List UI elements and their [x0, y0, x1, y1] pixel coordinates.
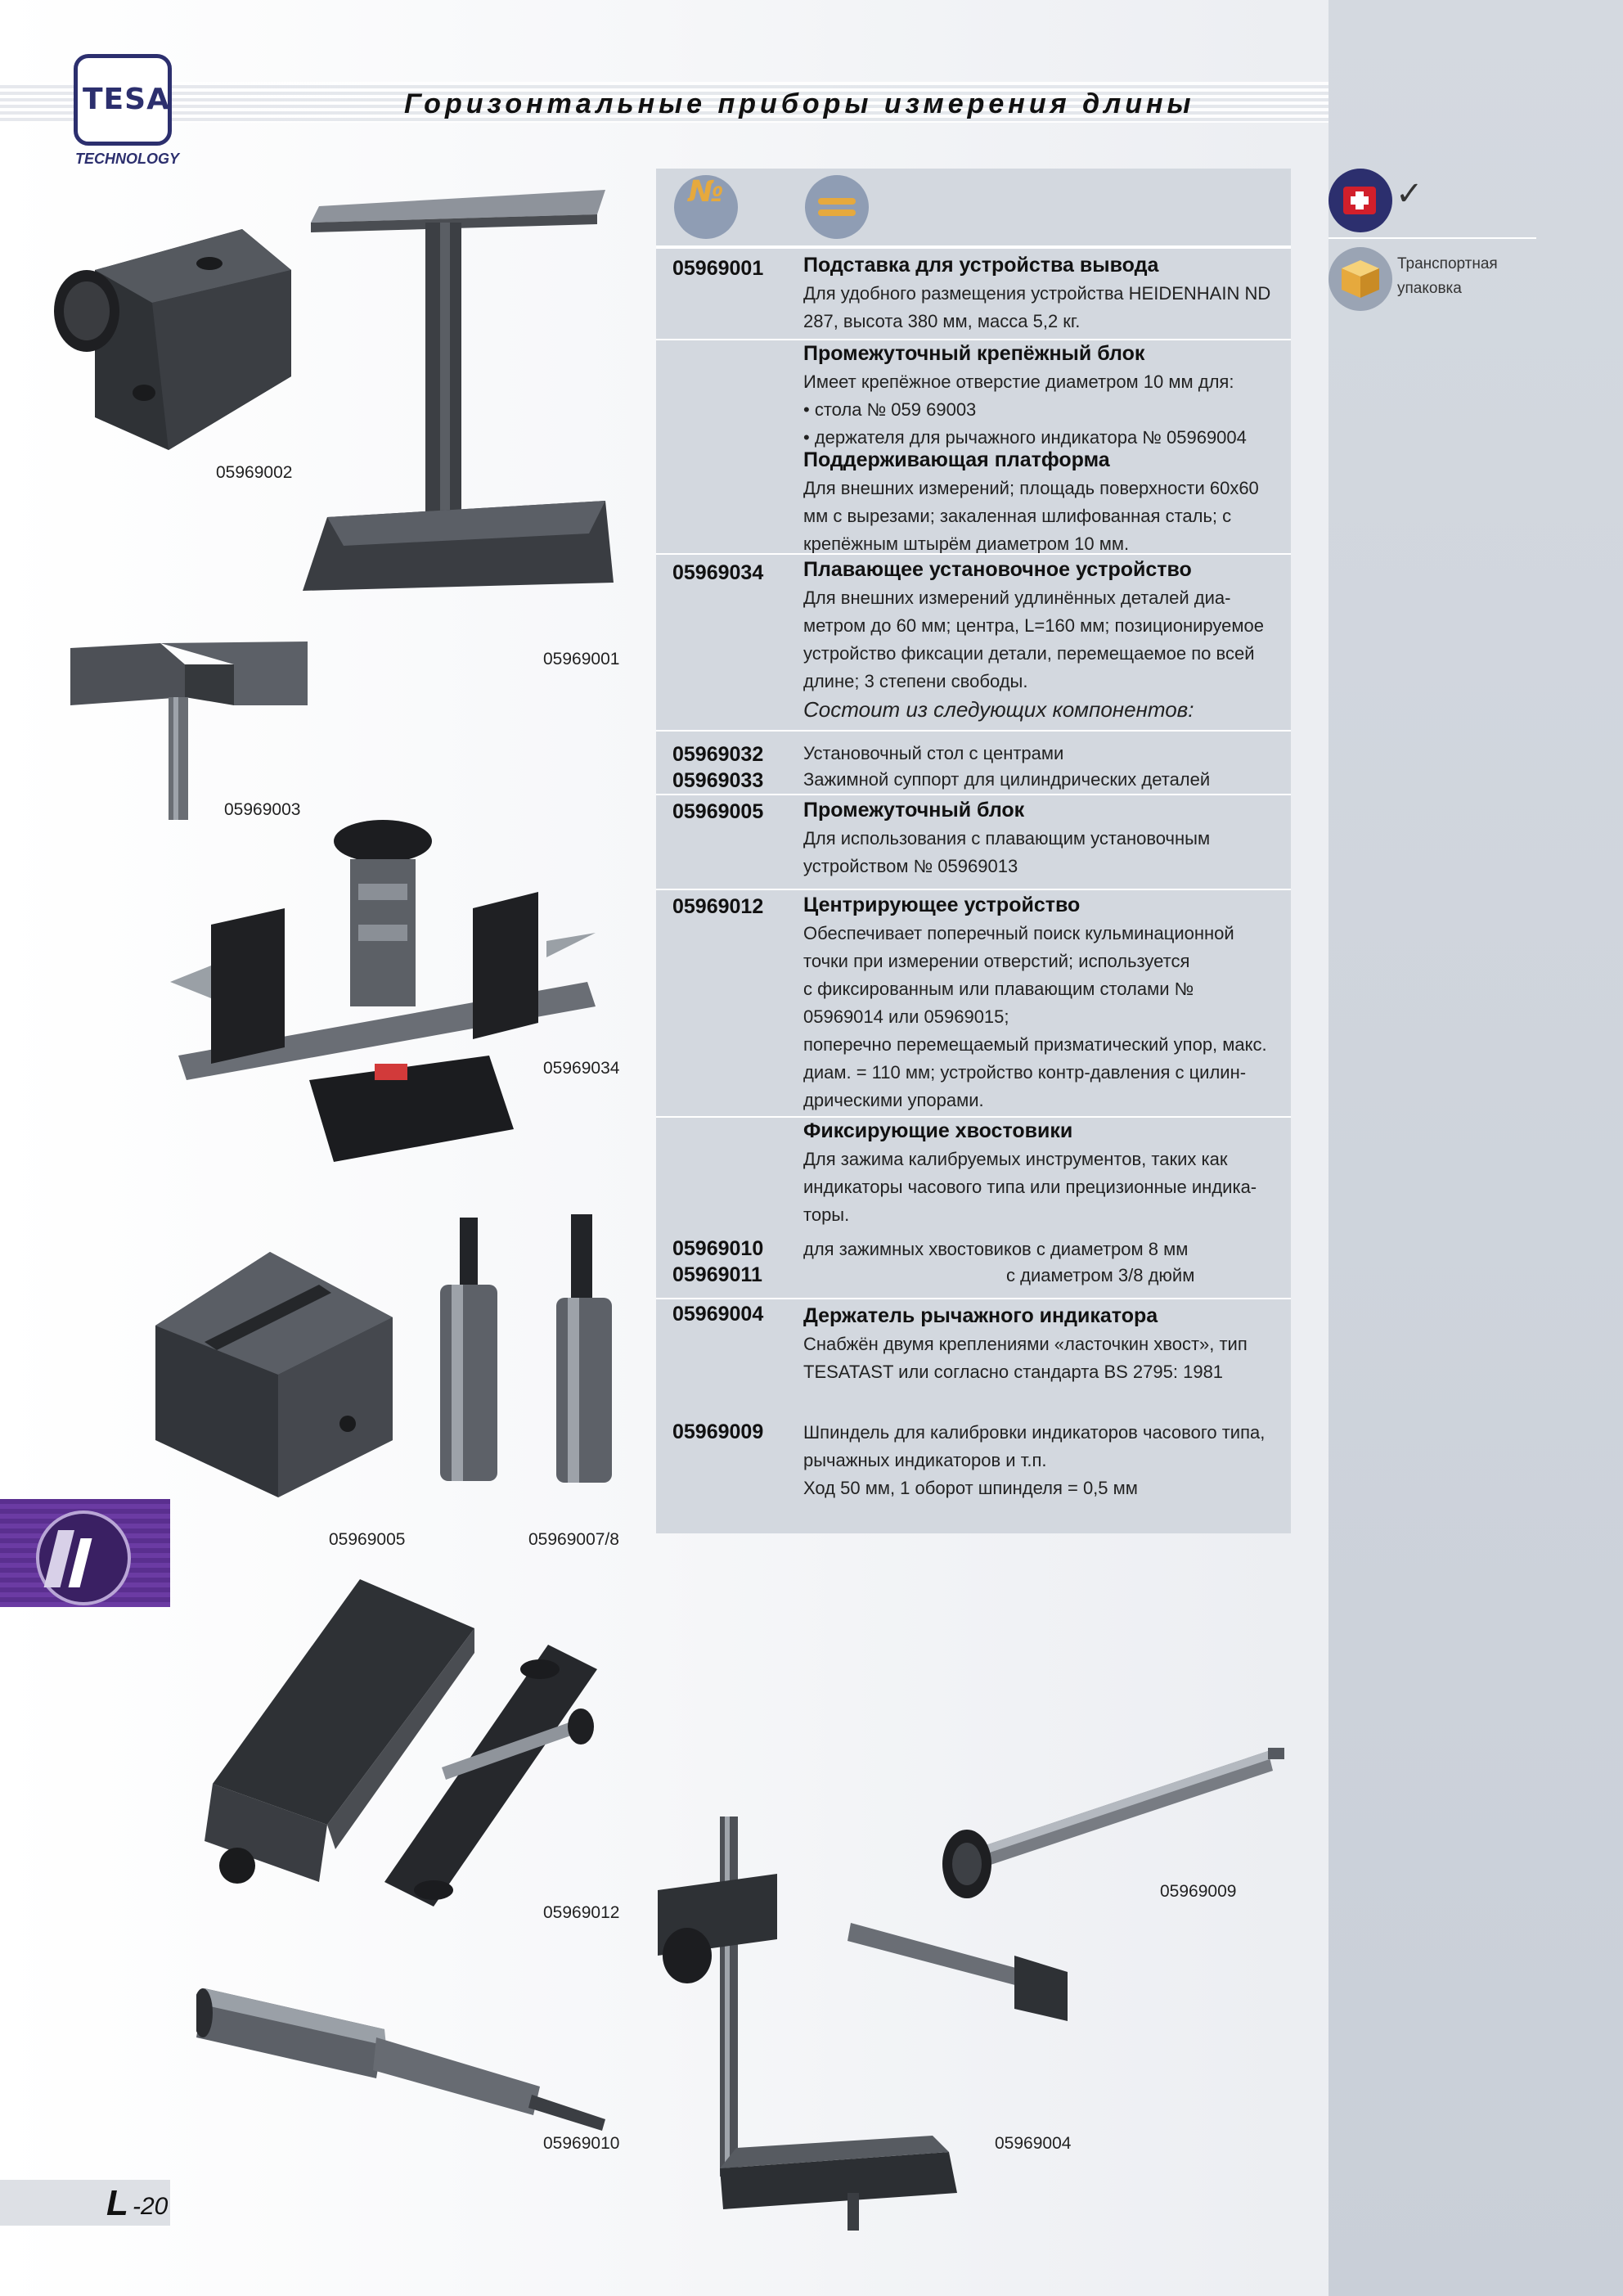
row-title: Плавающее установочное устройство	[803, 558, 1192, 581]
row-description: для зажимных хвостовиков с диаметром 8 мм	[803, 1239, 1189, 1259]
row-description: Снабжён двумя креплениями «ласточкин хвост», тип TESATAST или согласно стандарта BS 2795: 1981	[803, 1334, 1248, 1382]
row-description: Для внешних измерений; площадь поверхности 60x60 мм с вырезами; закаленная шлифованная сталь; с крепёжным штырём диаметром 10 мм.	[803, 478, 1259, 554]
table-row	[656, 1116, 1291, 1239]
photo-05969007-8	[434, 1211, 622, 1489]
row-number: 05969034	[672, 561, 764, 584]
transport-line-2: упаковка	[1397, 280, 1462, 297]
row-components-note: Состоит из следующих компонентов:	[803, 697, 1194, 722]
row-number: 05969012	[672, 895, 764, 918]
table-header	[656, 169, 1291, 247]
section-tab-icon	[36, 1510, 131, 1605]
photo-05969009	[924, 1735, 1293, 1923]
table-row	[656, 1237, 1291, 1303]
callout-05969012: 05969012	[543, 1903, 620, 1922]
spec-table	[656, 169, 1291, 1533]
row-title: Фиксирующие хвостовики	[803, 1119, 1073, 1142]
callout-05969009: 05969009	[1160, 1882, 1237, 1901]
table-row	[656, 1298, 1291, 1420]
callout-05969002: 05969002	[216, 463, 293, 482]
row-description: Для удобного размещения устройства HEIDENHAIN ND 287, высота 380 мм, масса 5,2 кг.	[803, 283, 1271, 331]
table-row	[656, 1412, 1291, 1533]
logo-text: TESA	[83, 83, 170, 116]
callout-05969034: 05969034	[543, 1059, 620, 1078]
row-description: Обеспечивает поперечный поиск кульминационной точки при измерении отверстий; используется с фиксированным или плавающим столами № 05969014 или 05969015; поперечно перемещаемый призматический упор, макс. диам. = 110 мм; устройство контр-давления с цилин- дрическими упорами.	[803, 923, 1267, 1110]
table-row	[656, 730, 1291, 795]
photo-05969002	[46, 221, 324, 458]
tesa-logo	[74, 54, 172, 146]
transport-label	[1397, 252, 1498, 301]
side-divider	[1329, 237, 1536, 239]
row-number: 05969009	[672, 1420, 764, 1443]
logo-subtitle: TECHNOLOGY	[75, 151, 180, 167]
right-margin-strip	[1329, 0, 1623, 2296]
page-title: Горизонтальные приборы измерения длины	[404, 88, 1195, 119]
photo-05969003	[70, 632, 316, 828]
photo-05969034	[162, 818, 604, 1178]
swiss-flag-icon	[1329, 169, 1392, 232]
table-row	[656, 553, 1291, 732]
photo-05969010	[196, 1980, 622, 2136]
callout-05969007: 05969007/8	[528, 1530, 619, 1549]
package-icon	[1329, 247, 1392, 311]
photo-05969001	[294, 173, 622, 615]
callout-05969004: 05969004	[995, 2134, 1072, 2153]
callout-05969003: 05969003	[224, 800, 301, 819]
table-row	[656, 889, 1291, 1118]
photo-05969005	[155, 1252, 401, 1506]
row-number: 05969004	[672, 1303, 764, 1326]
section-tab	[0, 1499, 170, 1607]
equals-icon	[805, 175, 869, 239]
row-number: 05969005	[672, 800, 764, 823]
number-glyph: №	[688, 175, 724, 209]
row-number: 05969010	[672, 1237, 764, 1260]
table-row	[656, 794, 1291, 890]
callout-05969010: 05969010	[543, 2134, 620, 2153]
row-description: Установочный стол с центрами	[803, 743, 1064, 763]
transport-line-1: Транспортная	[1397, 255, 1498, 272]
row-number: 05969033	[672, 769, 764, 792]
row-number: 05969001	[672, 257, 764, 280]
row-description: с диаметром 3/8 дюйм	[1006, 1265, 1195, 1285]
row-description: Для использования с плавающим установочным устройством № 05969013	[803, 828, 1211, 876]
row-title: Держатель рычажного индикатора	[803, 1304, 1158, 1327]
check-mark: ✓	[1396, 176, 1423, 212]
callout-05969001: 05969001	[543, 650, 620, 669]
row-description: Шпиндель для калибровки индикаторов часового типа, рычажных индикаторов и т.п. Ход 50 мм, 1 оборот шпинделя = 0,5 мм	[803, 1422, 1266, 1498]
row-number: 05969032	[672, 743, 764, 766]
table-row	[656, 247, 1291, 339]
row-description: Зажимной суппорт для цилиндрических деталей	[803, 769, 1211, 790]
callout-05969005: 05969005	[329, 1530, 406, 1549]
row-title: Промежуточный крепёжный блок	[803, 342, 1145, 365]
row-title: Промежуточный блок	[803, 799, 1025, 822]
row-title: Подставка для устройства вывода	[803, 254, 1159, 277]
row-title: Поддерживающая платформа	[803, 448, 1110, 471]
row-description: Имеет крепёжное отверстие диаметром 10 мм для: • стола № 059 69003 • держателя для рычажного индикатора № 05969004	[803, 371, 1247, 448]
page-number: -20	[133, 2193, 169, 2220]
table-row	[656, 447, 1291, 553]
number-icon	[674, 175, 738, 239]
row-number: 05969011	[672, 1263, 762, 1286]
row-description: Для зажима калибруемых инструментов, таких как индикаторы часового типа или прецизионные индика- торы.	[803, 1149, 1257, 1225]
page-letter: L	[106, 2183, 128, 2223]
row-description: Для внешних измерений удлинённых деталей диа- метром до 60 мм; центра, L=160 мм; позиционируемое устройство фиксации детали, перемещаемое по всей длине; 3 степени свободы. Состоит из следующих компонентов:	[803, 584, 1286, 723]
row-title: Центрирующее устройство	[803, 894, 1081, 916]
